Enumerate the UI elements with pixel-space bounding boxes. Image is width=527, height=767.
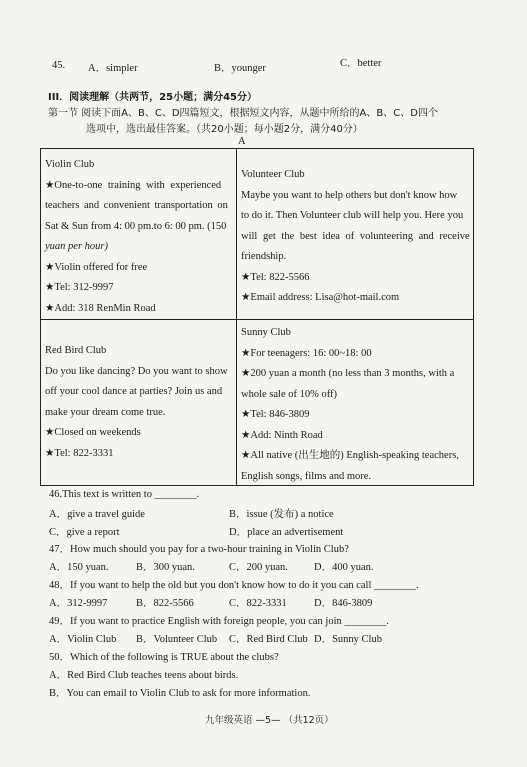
ad-line: ★ Add: 318 RenMin Road xyxy=(45,299,233,320)
q48-option-a: A．312-9997 xyxy=(49,598,108,609)
ad-line: Sat & Sun from 4: 00 pm.to 6: 00 pm. (150 xyxy=(45,220,227,232)
section-instruction-line2: 选项中，选出最佳答案。（共20小题；每小题2分，满分40分） xyxy=(86,124,363,135)
q46-option-d: D．place an advertisement xyxy=(229,527,344,538)
ad-line: ★ All native (出生地的) English-speaking teachers, xyxy=(241,446,471,467)
q48-option-b: B．822-5566 xyxy=(136,598,194,609)
grid-divider-vertical xyxy=(236,149,237,485)
ad-sunny-club xyxy=(241,323,471,487)
q49-option-b: B．Volunteer Club xyxy=(136,634,218,645)
ad-line: ★ Violin offered for free xyxy=(45,258,233,279)
q49-option-c: C．Red Bird Club xyxy=(229,634,308,645)
ad-line: ★ Email address: Lisa@hot-mail.com xyxy=(241,288,471,309)
q46-option-c: C．give a report xyxy=(49,527,120,538)
q47-option-a: A．150 yuan. xyxy=(49,562,109,573)
section-instruction-line1: 第一节 阅读下面A、B、C、D四篇短文，根据短文内容，从题中所给的A、B、C、D四个 xyxy=(48,108,438,119)
ad-line: ★ For teenagers: 16: 00~18: 00 xyxy=(241,344,471,365)
q49-option-a: A．Violin Club xyxy=(49,634,117,645)
ad-line: Maybe you want to help others but don't know how xyxy=(241,189,458,201)
section-heading: III．阅读理解（共两节，25小题；满分45分） xyxy=(48,92,257,103)
ad-red-bird-club xyxy=(45,341,233,464)
ad-title: Violin Club xyxy=(45,159,95,170)
q49-stem: 49．If you want to practice English with foreign people, you can join ________. xyxy=(49,616,390,627)
ad-line: ★ Tel: 312-9997 xyxy=(45,278,233,299)
ad-line: friendship. xyxy=(241,251,287,262)
ad-line: English songs, films and more. xyxy=(241,470,372,482)
ad-title: Volunteer Club xyxy=(241,169,305,180)
ad-volunteer-club xyxy=(241,165,471,309)
ad-line: ★ 200 yuan a month (no less than 3 months, with a xyxy=(241,364,471,385)
ad-line: ★ Tel: 822-5566 xyxy=(241,268,471,289)
q47-option-d: D．400 yuan. xyxy=(314,562,374,573)
q46-option-b: B．issue (发布) a notice xyxy=(229,509,334,520)
q45-option-a: A．simpler xyxy=(88,63,138,74)
ads-grid xyxy=(40,148,474,486)
grid-divider-horizontal xyxy=(41,319,473,320)
ad-line: whole sale of 10% off) xyxy=(241,388,338,400)
ad-line: ★ Tel: 846-3809 xyxy=(241,405,471,426)
ad-line: ★ One-to-one training with experienced xyxy=(45,176,233,197)
ad-line: make your dream come true. xyxy=(45,406,166,418)
ad-line: to do it. Then Volunteer club will help you. Here you xyxy=(241,210,464,221)
q49-option-d: D．Sunny Club xyxy=(314,634,382,645)
ad-line: ★ Tel: 822-3331 xyxy=(45,444,233,465)
ad-title: Red Bird Club xyxy=(45,345,107,356)
ad-line: Do you like dancing? Do you want to show xyxy=(45,365,228,377)
q47-option-b: B．300 yuan. xyxy=(136,562,195,573)
q50-option-a: A．Red Bird Club teaches teens about birds. xyxy=(49,670,239,681)
q48-stem: 48．If you want to help the old but you don't know how to do it you can call ________. xyxy=(49,580,419,591)
page-footer: 九年级英语 —5— （共12页） xyxy=(205,715,334,726)
q45-option-c: C．better xyxy=(340,58,382,69)
q47-option-c: C．200 yuan. xyxy=(229,562,288,573)
q50-option-b: B．You can email to Violin Club to ask for more information. xyxy=(49,688,311,699)
ad-title: Sunny Club xyxy=(241,327,291,338)
q46-stem: 46.This text is written to ________. xyxy=(49,489,200,500)
q48-option-c: C．822-3331 xyxy=(229,598,287,609)
ad-violin-club xyxy=(45,155,233,319)
q50-stem: 50．Which of the following is TRUE about the clubs? xyxy=(49,652,279,663)
ad-line: ★ Add: Ninth Road xyxy=(241,426,471,447)
ad-line: yuan per hour) xyxy=(45,241,108,252)
ad-line: will get the best idea of volunteering and receive xyxy=(241,230,470,242)
passage-letter: A xyxy=(238,136,246,147)
ad-line: off your cool dance at parties? Join us and xyxy=(45,386,223,397)
q45-number: 45. xyxy=(52,60,66,71)
q48-option-d: D．846-3809 xyxy=(314,598,373,609)
q47-stem: 47．How much should you pay for a two-hour training in Violin Club? xyxy=(49,544,349,555)
q46-option-a: A．give a travel guide xyxy=(49,509,145,520)
ad-line: teachers and convenient transportation on xyxy=(45,200,228,211)
q45-option-b: B．younger xyxy=(214,63,266,74)
ad-line: ★ Closed on weekends xyxy=(45,423,233,444)
